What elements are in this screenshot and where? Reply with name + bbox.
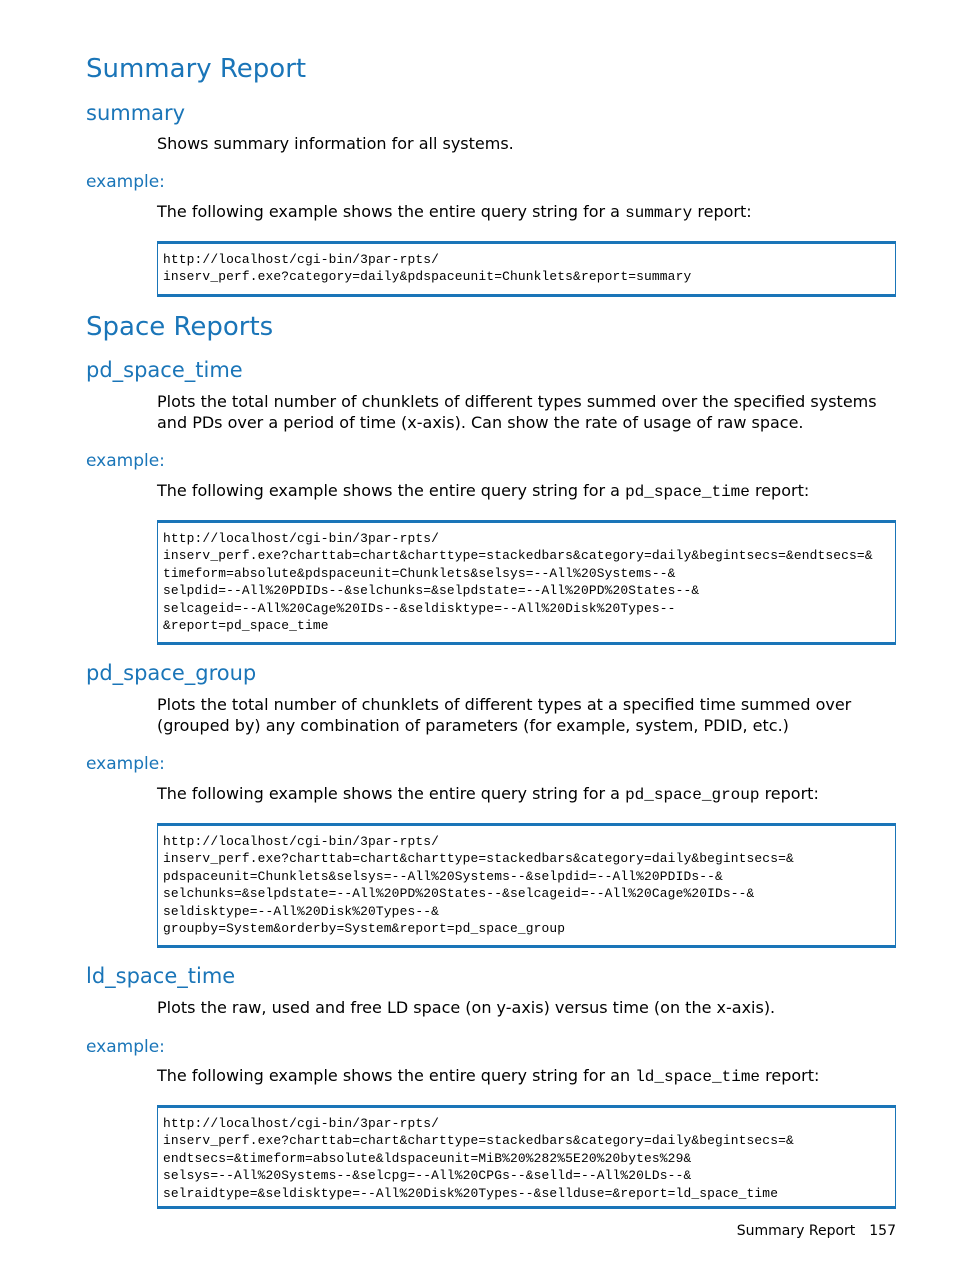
pd-space-time-example-code: pd_space_time [625,483,750,501]
summary-example-code: summary [625,204,693,222]
pd-space-time-example-prefix: The following example shows the entire query string for a [157,481,626,500]
code-line: pdspaceunit=Chunklets&selsys=--All%20Systems--&selpdid=--All%20PDIDs--& [163,868,723,884]
page-footer [737,1222,896,1240]
code-line: http://localhost/cgi-bin/3par-rpts/ [163,1116,439,1131]
code-line: selchunks=&selpdstate=--All%20PD%20States--&selcageid=--All%20Cage%20IDs--& [163,886,755,902]
code-line: http://localhost/cgi-bin/3par-rpts/ [163,834,439,849]
summary-example-suffix: report: [692,202,752,221]
summary-code-block [157,241,896,297]
code-line: groupby=System&orderby=System&report=pd_space_group [163,921,566,937]
ld-space-time-example-suffix: report: [760,1066,820,1085]
code-line: selpdid=--All%20PDIDs--&selchunks=&selpdstate=--All%20PD%20States--& [163,583,700,599]
pd-space-time-heading: pd_space_time [86,358,243,382]
ld-space-time-code-block [157,1105,896,1209]
summary-subheading: summary [86,101,186,125]
ld-space-time-example-label: example: [86,1037,165,1057]
code-line: endtsecs=&timeform=absolute&ldspaceunit=MiB%20%282%5E20%20bytes%29& [163,1150,692,1166]
code-line: &report=pd_space_time [163,618,329,634]
pd-space-group-example-label: example: [86,754,165,774]
summary-example-text [157,201,902,224]
ld-space-time-heading: ld_space_time [86,964,236,988]
code-line: timeform=absolute&pdspaceunit=Chunklets&selsys=--All%20Systems--& [163,565,676,581]
pd-space-time-description: Plots the total number of chunklets of different types summed over the specified systems and PDs over a period of time (x-axis). Can show the rate of usage of raw space. [157,392,877,432]
code-line: http://localhost/cgi-bin/3par-rpts/ [163,531,439,546]
code-line: inserv_perf.exe?charttab=chart&charttype=stackedbars&category=daily&begintsecs=& [163,1133,794,1149]
footer-section-title: Summary Report [736,1223,856,1239]
summary-example-prefix: The following example shows the entire query string for a [157,202,626,221]
code-line: inserv_perf.exe?charttab=chart&charttype=stackedbars&category=daily&begintsecs=&endtsecs=& [163,548,873,564]
space-reports-heading: Space Reports [86,312,274,342]
page-number: 157 [869,1223,896,1239]
code-line: http://localhost/cgi-bin/3par-rpts/ [163,252,439,267]
ld-space-time-example-code: ld_space_time [635,1068,761,1086]
pd-space-group-example-text [157,783,902,806]
pd-space-group-heading: pd_space_group [86,661,257,685]
pd-space-time-example-suffix: report: [749,481,810,500]
pd-space-time-code-block [157,520,896,645]
ld-space-time-description: Plots the raw, used and free LD space (on y-axis) versus time (on the x-axis). [157,998,776,1017]
summary-description: Shows summary information for all systems. [157,134,514,153]
summary-example-label: example: [86,172,165,192]
pd-space-time-example-label: example: [86,451,165,471]
code-line: inserv_perf.exe?charttab=chart&charttype=stackedbars&category=daily&begintsecs=& [163,851,794,867]
ld-space-time-example-prefix: The following example shows the entire query string for an [157,1066,636,1085]
ld-space-time-example-text [157,1065,902,1088]
code-line: selsys=--All%20Systems--&selcpg=--All%20CPGs--&selld=--All%20LDs--& [163,1168,692,1184]
pd-space-time-example-text [157,480,902,503]
pd-space-group-example-prefix: The following example shows the entire query string for a [157,784,626,803]
code-line: inserv_perf.exe?category=daily&pdspaceunit=Chunklets&report=summary [163,269,692,285]
pd-space-group-example-code: pd_space_group [625,786,760,804]
code-line: selcageid=--All%20Cage%20IDs--&seldisktype=--All%20Disk%20Types-- [163,600,676,616]
code-line: seldisktype=--All%20Disk%20Types--& [163,903,439,919]
code-line: selraidtype=&seldisktype=--All%20Disk%20Types--&sellduse=&report=ld_space_time [163,1185,779,1201]
pd-space-group-example-suffix: report: [759,784,819,803]
pd-space-group-code-block [157,823,896,948]
summary-report-heading: Summary Report [86,54,307,84]
pd-space-group-description: Plots the total number of chunklets of different types at a specified time summed over (grouped by) any combination of parameters (for example, system, PDID, etc.) [157,695,852,735]
